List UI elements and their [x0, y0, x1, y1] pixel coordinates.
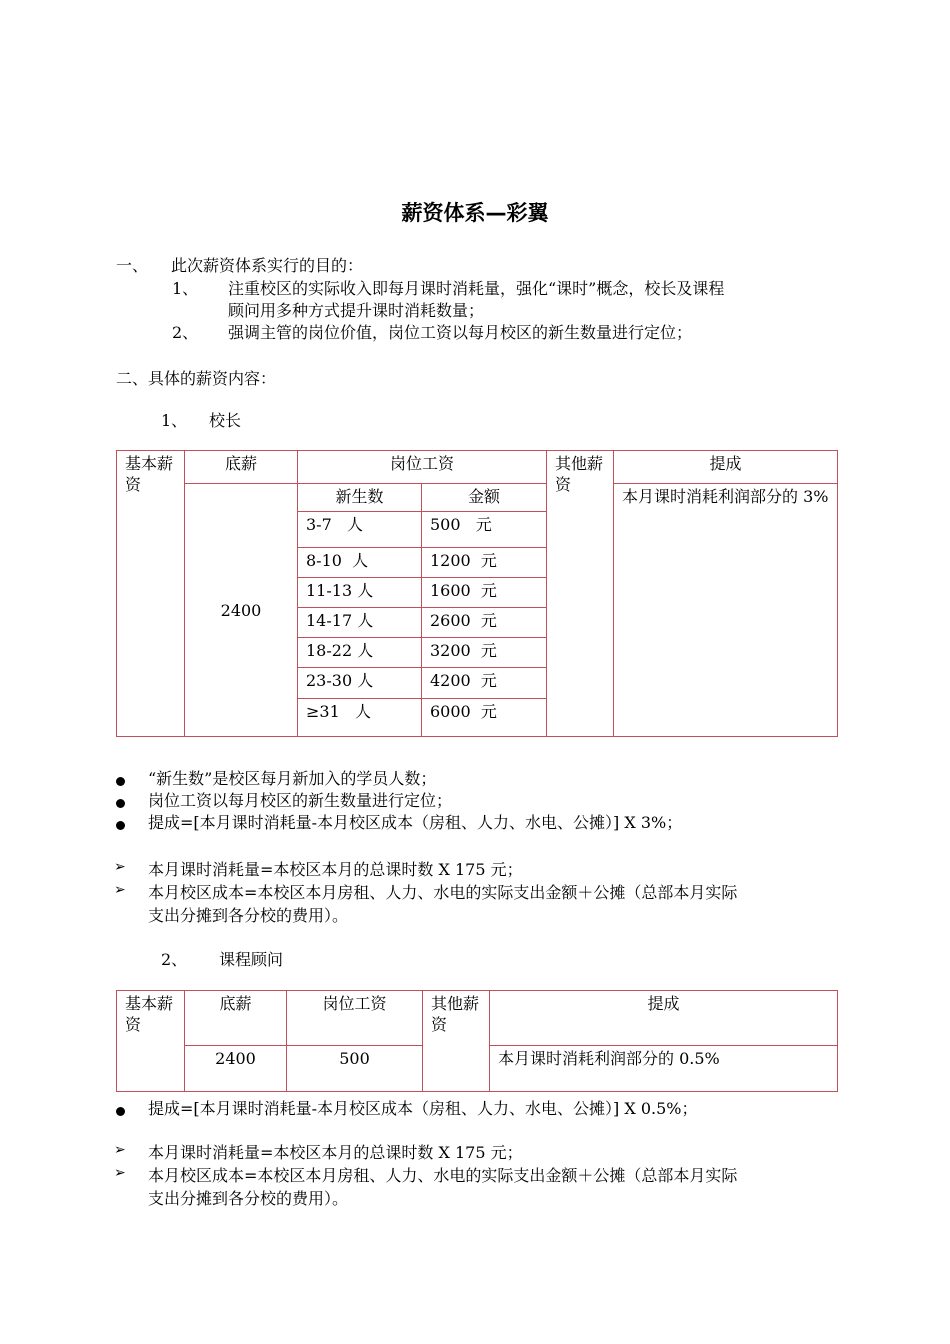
principal-label: 校长 [209, 411, 242, 430]
consultant-bullet-1: 提成=[本月课时消耗量-本月校区成本（房租、人力、水电、公摊）] X 0.5%； [148, 1099, 698, 1118]
consultant-note-2-line2: 支出分摊到各分校的费用）。 [148, 1189, 349, 1208]
other-pay-label: 其他薪资 [547, 451, 614, 737]
wage-amount: 4200 元 [422, 668, 547, 699]
arrow-bullet-icon: ➢ [114, 1165, 126, 1181]
purpose-1-line2: 顾问用多种方式提升课时消耗数量； [228, 301, 485, 320]
consultant-salary-table [116, 990, 838, 1092]
bullet-dot-icon [116, 771, 125, 790]
purpose-1-num: 1、 [172, 279, 199, 298]
purpose-2-num: 2、 [172, 323, 199, 342]
student-range: 14-17 人 [298, 608, 422, 638]
purpose-1-line1: 注重校区的实际收入即每月课时消耗量，强化“课时”概念，校长及课程 [228, 279, 725, 298]
arrow-bullet-icon: ➢ [114, 1142, 126, 1158]
base-pay-value: 2400 [185, 1046, 287, 1092]
post-wage-header: 岗位工资 [298, 451, 547, 484]
principal-bullet-1: “新生数”是校区每月新加入的学员人数； [148, 769, 437, 788]
commission-header: 提成 [614, 451, 838, 484]
post-wage-value: 500 [287, 1046, 423, 1092]
basic-salary-label: 基本薪资 [117, 451, 185, 737]
base-pay-header: 底薪 [185, 991, 287, 1046]
wage-amount: 6000 元 [422, 699, 547, 737]
other-pay-label: 其他薪资 [423, 991, 490, 1092]
principal-num: 1、 [161, 411, 188, 430]
consultant-note-2-line1: 本月校区成本=本校区本月房租、人力、水电的实际支出金额＋公摊（总部本月实际 [148, 1166, 738, 1185]
principal-note-2-line1: 本月校区成本=本校区本月房租、人力、水电的实际支出金额＋公摊（总部本月实际 [148, 883, 738, 902]
consultant-num: 2、 [161, 950, 188, 969]
principal-bullet-2: 岗位工资以每月校区的新生数量进行定位； [148, 791, 453, 810]
section1-heading: 此次薪资体系实行的目的： [171, 256, 364, 275]
commission-value: 本月课时消耗利润部分的 3% [614, 484, 838, 737]
base-pay-header: 底薪 [185, 451, 298, 484]
base-pay-value: 2400 [185, 484, 298, 737]
new-students-header: 新生数 [298, 484, 422, 512]
student-range: 18-22 人 [298, 638, 422, 668]
principal-salary-table [116, 450, 838, 737]
section2-heading: 二、具体的薪资内容： [116, 369, 277, 388]
student-range: 23-30 人 [298, 668, 422, 699]
amount-header: 金额 [422, 484, 547, 512]
arrow-bullet-icon: ➢ [114, 882, 126, 898]
consultant-note-1: 本月课时消耗量=本校区本月的总课时数 X 175 元； [148, 1143, 523, 1162]
principal-note-1: 本月课时消耗量=本校区本月的总课时数 X 175 元； [148, 860, 523, 879]
arrow-bullet-icon: ➢ [114, 859, 126, 875]
section1-num: 一、 [116, 256, 149, 275]
purpose-2-line1: 强调主管的岗位价值，岗位工资以每月校区的新生数量进行定位； [228, 323, 693, 342]
wage-amount: 3200 元 [422, 638, 547, 668]
wage-amount: 500 元 [422, 512, 547, 548]
student-range: 11-13 人 [298, 578, 422, 608]
bullet-dot-icon [116, 793, 125, 812]
principal-note-2-line2: 支出分摊到各分校的费用）。 [148, 906, 349, 925]
page-title: 薪资体系—彩翼 [401, 201, 549, 225]
student-range: ≥31 人 [298, 699, 422, 737]
consultant-label: 课程顾问 [219, 950, 284, 969]
student-range: 3-7 人 [298, 512, 422, 548]
bullet-dot-icon [116, 815, 125, 834]
basic-salary-label: 基本薪资 [117, 991, 185, 1092]
bullet-dot-icon [116, 1101, 125, 1120]
student-range: 8-10 人 [298, 548, 422, 578]
wage-amount: 2600 元 [422, 608, 547, 638]
principal-bullet-3: 提成=[本月课时消耗量-本月校区成本（房租、人力、水电、公摊）] X 3%； [148, 813, 683, 832]
commission-header: 提成 [490, 991, 838, 1046]
wage-amount: 1600 元 [422, 578, 547, 608]
wage-amount: 1200 元 [422, 548, 547, 578]
post-wage-header: 岗位工资 [287, 991, 423, 1046]
commission-value: 本月课时消耗利润部分的 0.5% [490, 1046, 838, 1092]
